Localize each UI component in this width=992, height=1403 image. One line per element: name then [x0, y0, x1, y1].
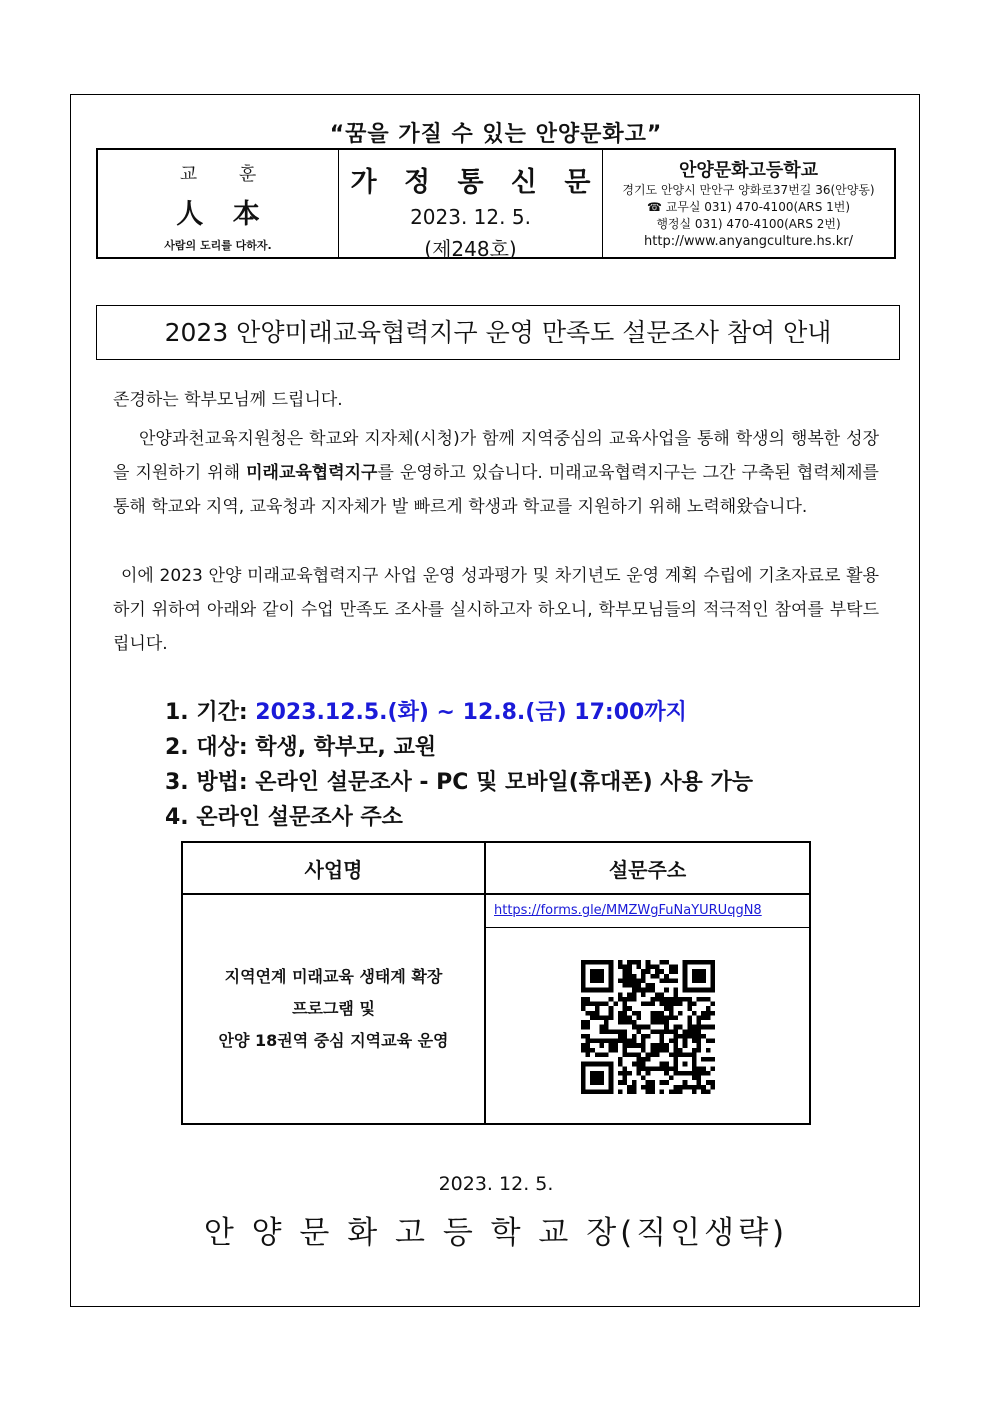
paragraph-1-bold: 미래교육협력지구 [246, 463, 378, 483]
business-line-2: 프로그램 및 [292, 999, 375, 1018]
paragraph-2: 이에 2023 안양 미래교육협력지구 사업 운영 성과평가 및 차기년도 운영 계획 수립에 기초자료로 활용하기 위하여 아래와 같이 수업 만족도 조사를 실시하고자 하오니, 학부모님들의 적극적인 참여를 부탁드립니다. [113, 566, 879, 654]
list-item-method: 3. 방법: 온라인 설문조사 - PC 및 모바일(휴대폰) 사용 가능 [165, 770, 753, 795]
business-line-3: 안양 18권역 중심 지역교육 운영 [218, 1031, 449, 1050]
column-header-address: 설문주소 [485, 842, 810, 894]
info-list [165, 697, 753, 837]
school-motto: “꿈을 가질 수 있는 안양문화고” [329, 122, 663, 147]
period-label: 1. 기간: [165, 700, 256, 725]
qr-wrapper [486, 928, 809, 1098]
notice-title: 2023 안양미래교육협력지구 운영 만족도 설문조사 참여 안내 [96, 305, 900, 360]
paragraph-1 [113, 422, 879, 524]
school-phone-1: ☎ 교무실 031) 470-4100(ARS 1번) [646, 200, 851, 214]
business-name-cell [182, 894, 485, 1124]
survey-address-cell [485, 894, 810, 1124]
greeting: 존경하는 학부모님께 드립니다. [113, 390, 343, 410]
doc-title: 가 정 통 신 문 [350, 167, 600, 198]
survey-link[interactable]: https://forms.gle/MMZWgFuNaYURUqgN8 [486, 895, 809, 928]
paragraph-1-after: 를 운영하고 있습니다. 미래교육협력지구는 그간 구축된 협력체제를 통해 학교와 지역, 교육청과 지자체가 발 빠르게 학생과 학교를 지원하기 위해 노력해왔습니다. [113, 463, 879, 517]
school-phone-2: 행정실 031) 470-4100(ARS 2번) [656, 217, 841, 231]
doc-date: 2023. 12. 5. [410, 205, 531, 229]
paragraph-1-before: 안양과천교육지원청은 학교와 지자체(시청)가 함께 지역중심의 교육사업을 통해 학생의 행복한 성장을 지원하기 위해 [113, 429, 879, 483]
school-name: 안양문화고등학교 [678, 160, 819, 181]
school-address: 경기도 안양시 만안구 양화로37번길 36(안양동) [622, 183, 875, 197]
motto-subtitle: 사람의 도리를 다하자. [164, 239, 272, 252]
doc-issue: (제248호) [424, 237, 517, 261]
list-item-address: 4. 온라인 설문조사 주소 [165, 805, 403, 830]
column-header-business: 사업명 [182, 842, 485, 894]
period-value: 2023.12.5.(화) ~ 12.8.(금) 17:00까지 [255, 700, 687, 725]
motto-cell [98, 150, 338, 257]
school-info-cell [602, 150, 894, 257]
business-line-1: 지역연계 미래교육 생태계 확장 [224, 967, 443, 986]
motto-word: 人 本 [176, 199, 270, 230]
list-item-period [165, 697, 753, 732]
letterhead [96, 148, 896, 259]
survey-table [181, 841, 811, 1125]
qr-code-icon[interactable] [581, 960, 715, 1094]
motto-label: 교 훈 [179, 164, 275, 185]
school-website[interactable]: http://www.anyangculture.hs.kr/ [644, 234, 853, 249]
principal-signature: 안 양 문 화 고 등 학 교 장(직인생략) [203, 1215, 789, 1251]
list-item-target: 2. 대상: 학생, 학부모, 교원 [165, 735, 437, 760]
doc-info-cell [338, 150, 602, 261]
footer-date: 2023. 12. 5. [438, 1173, 554, 1195]
